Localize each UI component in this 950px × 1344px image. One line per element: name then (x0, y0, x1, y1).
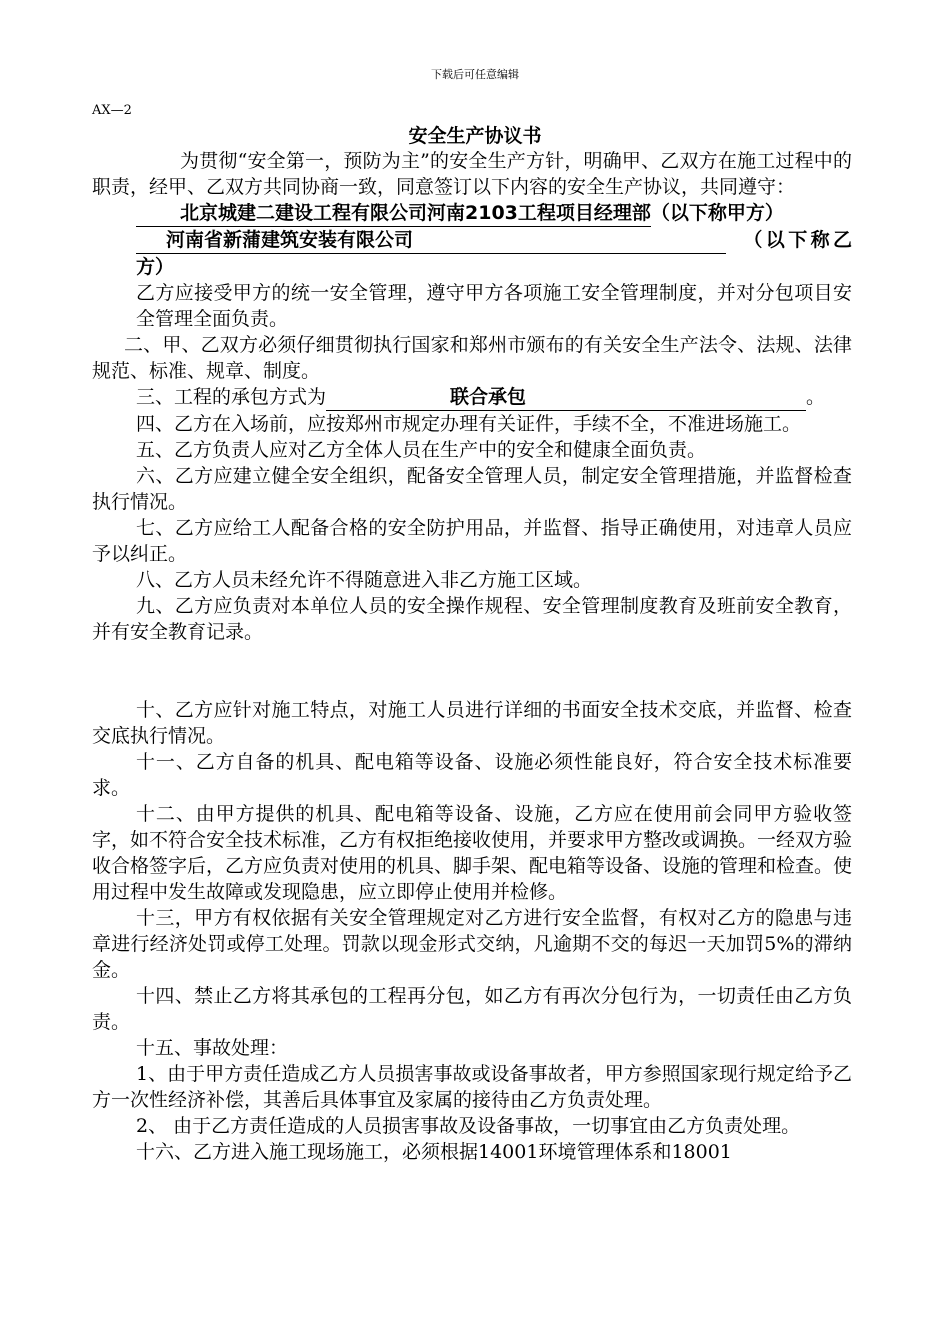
clause-15: 十五、事故处理： (136, 1037, 289, 1059)
clause-3-suffix: 。 (806, 386, 826, 408)
party-b-line (92, 227, 852, 280)
party-a-suffix: （以下称甲方） (650, 202, 784, 224)
clause-3-prefix: 三、工程的承包方式为 (136, 386, 327, 408)
clause-1: 乙方应接受甲方的统一安全管理，遵守甲方各项施工安全管理制度，并对分包项目安全管理全面负责。 (136, 282, 852, 330)
clause-15-1: 1、由于甲方责任造成乙方人员损害事故或设备事故者，甲方参照国家现行规定给予乙方一次性经济补偿，其善后具体事宜及家属的接待由乙方负责处理。 (92, 1063, 852, 1111)
clause-7: 七、乙方应给工人配备合格的安全防护用品，并监督、指导正确使用，对违章人员应予以纠正。 (92, 517, 852, 565)
clause-9: 九、乙方应负责对本单位人员的安全操作规程、安全管理制度教育及班前安全教育，并有安全教育记录。 (92, 595, 852, 643)
clause-5: 五、乙方负责人应对乙方全体人员在生产中的安全和健康全面负责。 (136, 439, 707, 461)
clause-4: 四、乙方在入场前，应按郑州市规定办理有关证件，手续不全，不准进场施工。 (136, 413, 802, 435)
document-body (92, 148, 852, 1165)
clause-14: 十四、禁止乙方将其承包的工程再分包，如乙方有再次分包行为，一切责任由乙方负责。 (92, 985, 852, 1033)
clause-13: 十三，甲方有权依据有关安全管理规定对乙方进行安全监督，有权对乙方的隐患与违章进行经济处罚或停工处理。罚款以现金形式交纳，凡逾期不交的每迟一天加罚5%的滞纳金。 (92, 907, 852, 981)
clause-11: 十一、乙方自备的机具、配电箱等设备、设施必须性能良好，符合安全技术标准要求。 (92, 751, 852, 799)
blank-gap (92, 645, 852, 697)
document-title: 安全生产协议书 (408, 125, 542, 147)
party-a-line (92, 200, 852, 227)
clause-6: 六、乙方应建立健全安全组织，配备安全管理人员，制定安全管理措施，并监督检查执行情况。 (92, 465, 852, 513)
page-header-note: 下载后可任意编辑 (431, 68, 519, 81)
intro-paragraph: 为贯彻“安全第一，预防为主”的安全生产方针，明确甲、乙双方在施工过程中的职责，经甲、乙双方共同协商一致，同意签订以下内容的安全生产协议，共同遵守： (92, 150, 852, 198)
clause-2: 二、甲、乙双方必须仔细贯彻执行国家和郑州市颁布的有关安全生产法令、法规、法律规范、标准、规章、制度。 (92, 334, 852, 382)
party-a-name: 北京城建二建设工程有限公司河南2103工程项目经理部 (136, 200, 651, 227)
party-b-suffix: （以下称乙方） (136, 229, 852, 278)
document-code: AX—2 (92, 103, 132, 118)
clause-15-2: 2、 由于乙方责任造成的人员损害事故及设备事故，一切事宜由乙方负责处理。 (136, 1115, 801, 1137)
clause-3-value: 联合承包 (326, 384, 806, 411)
clause-16: 十六、乙方进入施工现场施工，必须根据14001环境管理体系和18001 (136, 1141, 732, 1163)
clause-12: 十二、由甲方提供的机具、配电箱等设备、设施，乙方应在使用前会同甲方验收签字，如不符合安全技术标准，乙方有权拒绝接收使用，并要求甲方整改或调换。一经双方验收合格签字后，乙方应负责对使用的机具、脚手架、配电箱等设备、设施的管理和检查。使用过程中发生故障或发现隐患，应立即停止使用并检修。 (92, 803, 853, 903)
clause-8: 八、乙方人员未经允许不得随意进入非乙方施工区域。 (136, 569, 593, 591)
clause-3 (92, 384, 852, 411)
clause-10: 十、乙方应针对施工特点，对施工人员进行详细的书面安全技术交底，并监督、检查交底执行情况。 (92, 699, 852, 747)
party-b-name: 河南省新蒲建筑安装有限公司 (136, 227, 726, 254)
